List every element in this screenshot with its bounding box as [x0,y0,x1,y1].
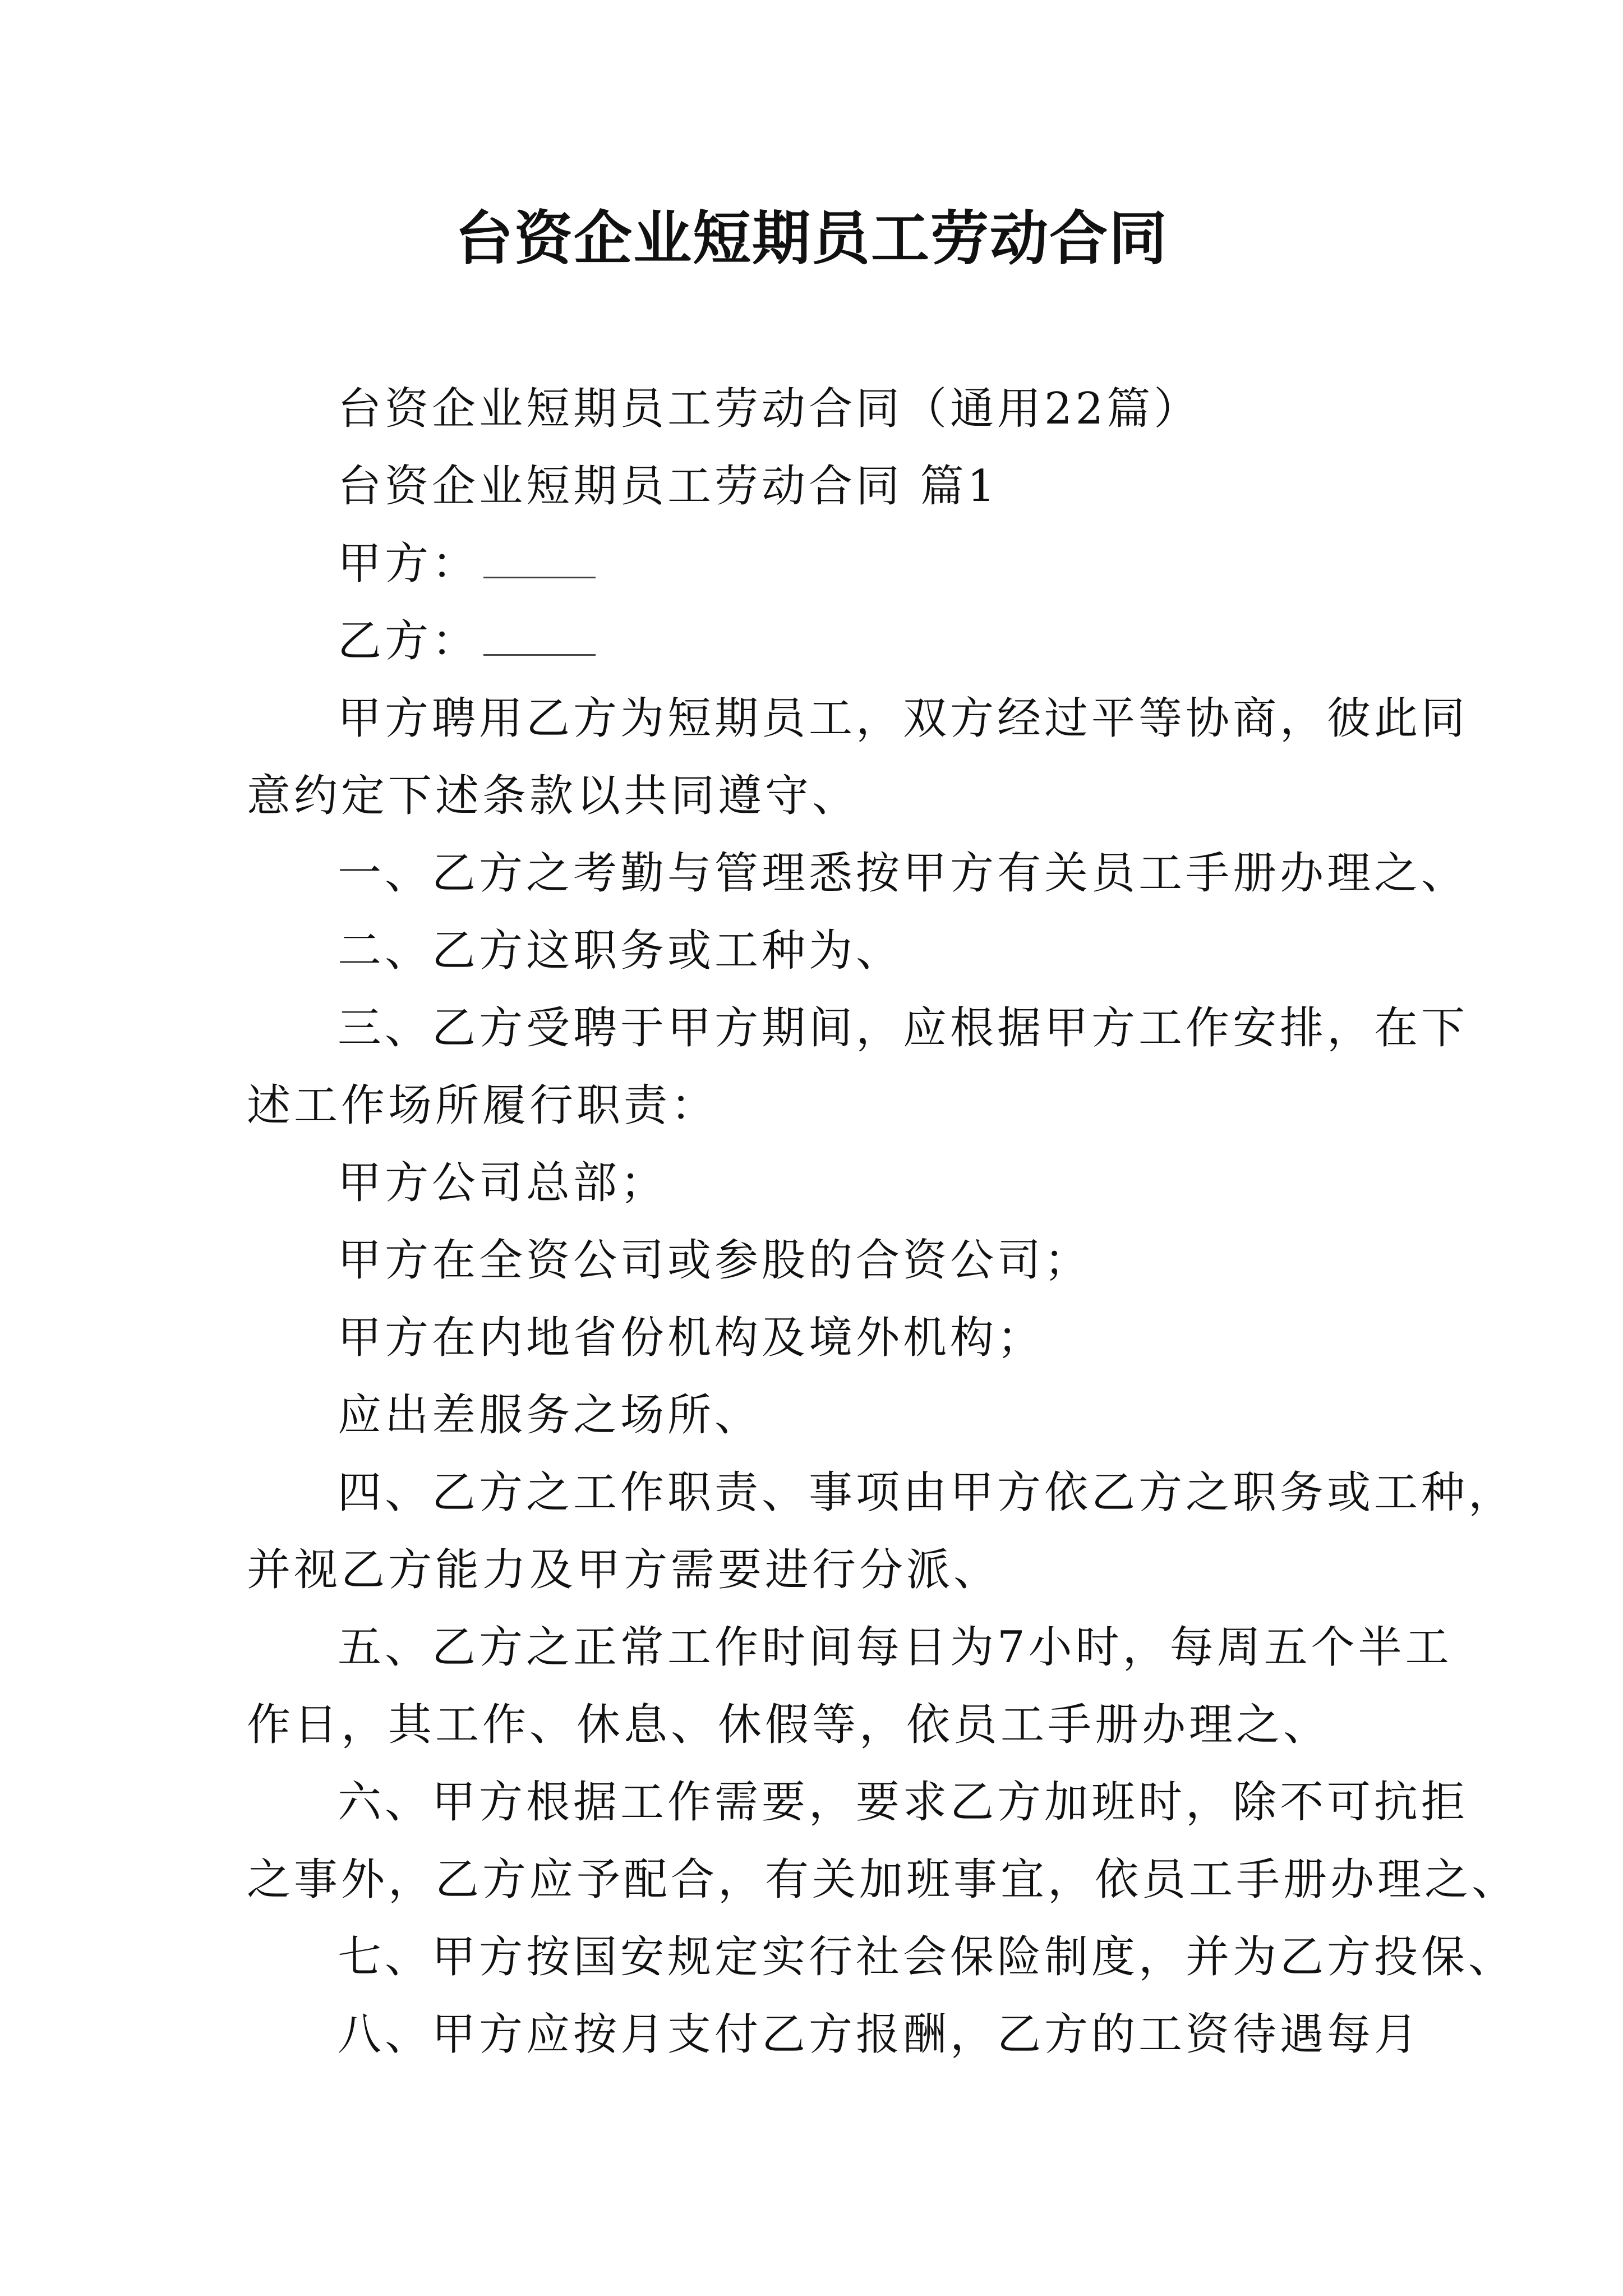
clause-line: 六、甲方根据工作需要，要求乙方加班时，除不可抗拒 [338,1777,1469,1828]
paragraph-line: 意约定下述条款以共同遵守、 [247,771,860,821]
party-b-label: 乙方： [338,616,479,666]
list-item: 甲方公司总部； [338,1158,668,1208]
clause-line: 作日，其工作、休息、休假等，依员工手册办理之、 [247,1700,1331,1750]
clause-line: 五、乙方之正常工作时间每日为7小时，每周五个半工 [338,1622,1453,1673]
list-item: 甲方在内地省份机构及境外机构； [338,1313,1045,1363]
clause-line: 一、乙方之考勤与管理悉按甲方有关员工手册办理之、 [338,848,1469,899]
clause-line: 七、甲方按国安规定实行社会保险制度，并为乙方投保、 [338,1932,1516,1982]
list-item: 甲方在全资公司或参股的合资公司； [338,1235,1092,1286]
party-a-label: 甲方： [338,539,479,589]
clause-line: 八、甲方应按月支付乙方报酬，乙方的工资待遇每月 [338,2009,1422,2060]
clause-line: 述工作场所履行职责： [247,1080,718,1131]
clause-line: 并视乙方能力及甲方需要进行分派、 [247,1545,1001,1595]
list-item: 应出差服务之场所、 [338,1390,762,1441]
document-title: 台资企业短期员工劳动合同 [454,204,1168,273]
party-a-line [247,525,1402,602]
party-a-blank [483,574,596,578]
clause-line: 三、乙方受聘于甲方期间，应根据甲方工作安排，在下 [338,1003,1469,1053]
section-heading: 台资企业短期员工劳动合同 篇1 [338,461,999,512]
paragraph-line: 甲方聘用乙方为短期员工，双方经过平等协商，彼此同 [338,693,1469,744]
clause-line: 四、乙方之工作职责、事项由甲方依乙方之职务或工种， [338,1467,1516,1518]
party-b-blank [483,652,596,656]
clause-line: 之事外，乙方应予配合，有关加班事宜，依员工手册办理之、 [247,1855,1519,1905]
clause-line: 二、乙方这职务或工种为、 [338,926,903,976]
subtitle-line: 台资企业短期员工劳动合同（通用22篇） [338,384,1201,434]
party-b-line [247,602,1402,680]
document-body [247,370,1519,2073]
